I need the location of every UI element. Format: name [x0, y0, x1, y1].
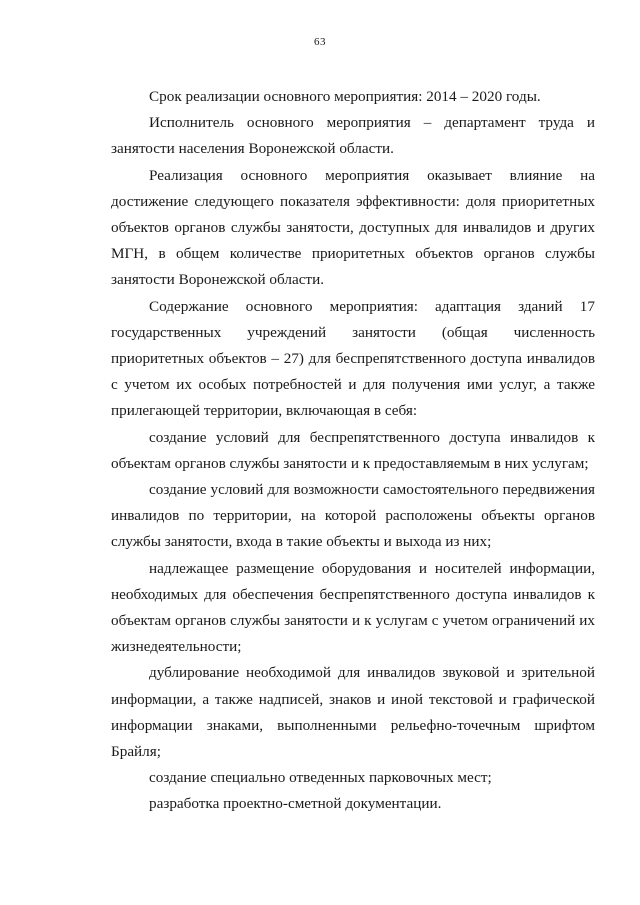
list-item-parking-spaces: создание специально отведенных парковочных мест; — [149, 769, 492, 787]
paragraph-efficiency-indicator: Реализация основного мероприятия оказывает влияние на достижение следующего показателя эффективности: доля приоритетных объектов органов службы занятости, доступных для инвалидов и других МГН, в общем количестве приоритетных объектов органов службы занятости Воронежской области. — [111, 166, 595, 289]
list-item-access-conditions: создание условий для беспрепятственного доступа инвалидов к объектам органов службы занятости и к предоставляемым в них услугам; — [111, 428, 595, 472]
page-number: 63 — [314, 36, 326, 48]
paragraph-executor: Исполнитель основного мероприятия – департамент труда и занятости населения Воронежской области. — [111, 114, 595, 158]
paragraph-content: Содержание основного мероприятия: адаптация зданий 17 государственных учреждений занятости (общая численность приоритетных объектов – 27) для беспрепятственного доступа инвалидов с учетом их особых потребностей и для получения ими услуг, а также прилегающей территории, включающая в себя: — [111, 297, 595, 420]
list-item-information-duplication: дублирование необходимой для инвалидов звуковой и зрительной информации, а также надписей, знаков и иной текстовой и графической информации знаками, выполненными рельефно-точечным шрифтом Брайля; — [111, 664, 595, 761]
list-item-design-documentation: разработка проектно-сметной документации. — [149, 795, 442, 813]
paragraph-implementation-period: Срок реализации основного мероприятия: 2014 – 2020 годы. — [149, 88, 541, 105]
list-item-equipment-placement: надлежащее размещение оборудования и носителей информации, необходимых для обеспечения беспрепятственного доступа инвалидов к объектам органов службы занятости и к услугам с учетом ограничений их жизнедеятельности; — [111, 559, 595, 656]
document-body — [111, 84, 595, 818]
list-item-movement-conditions: создание условий для возможности самостоятельного передвижения инвалидов по территории, на которой расположены объекты органов службы занятости, входа в такие объекты и выхода из них; — [111, 481, 595, 551]
